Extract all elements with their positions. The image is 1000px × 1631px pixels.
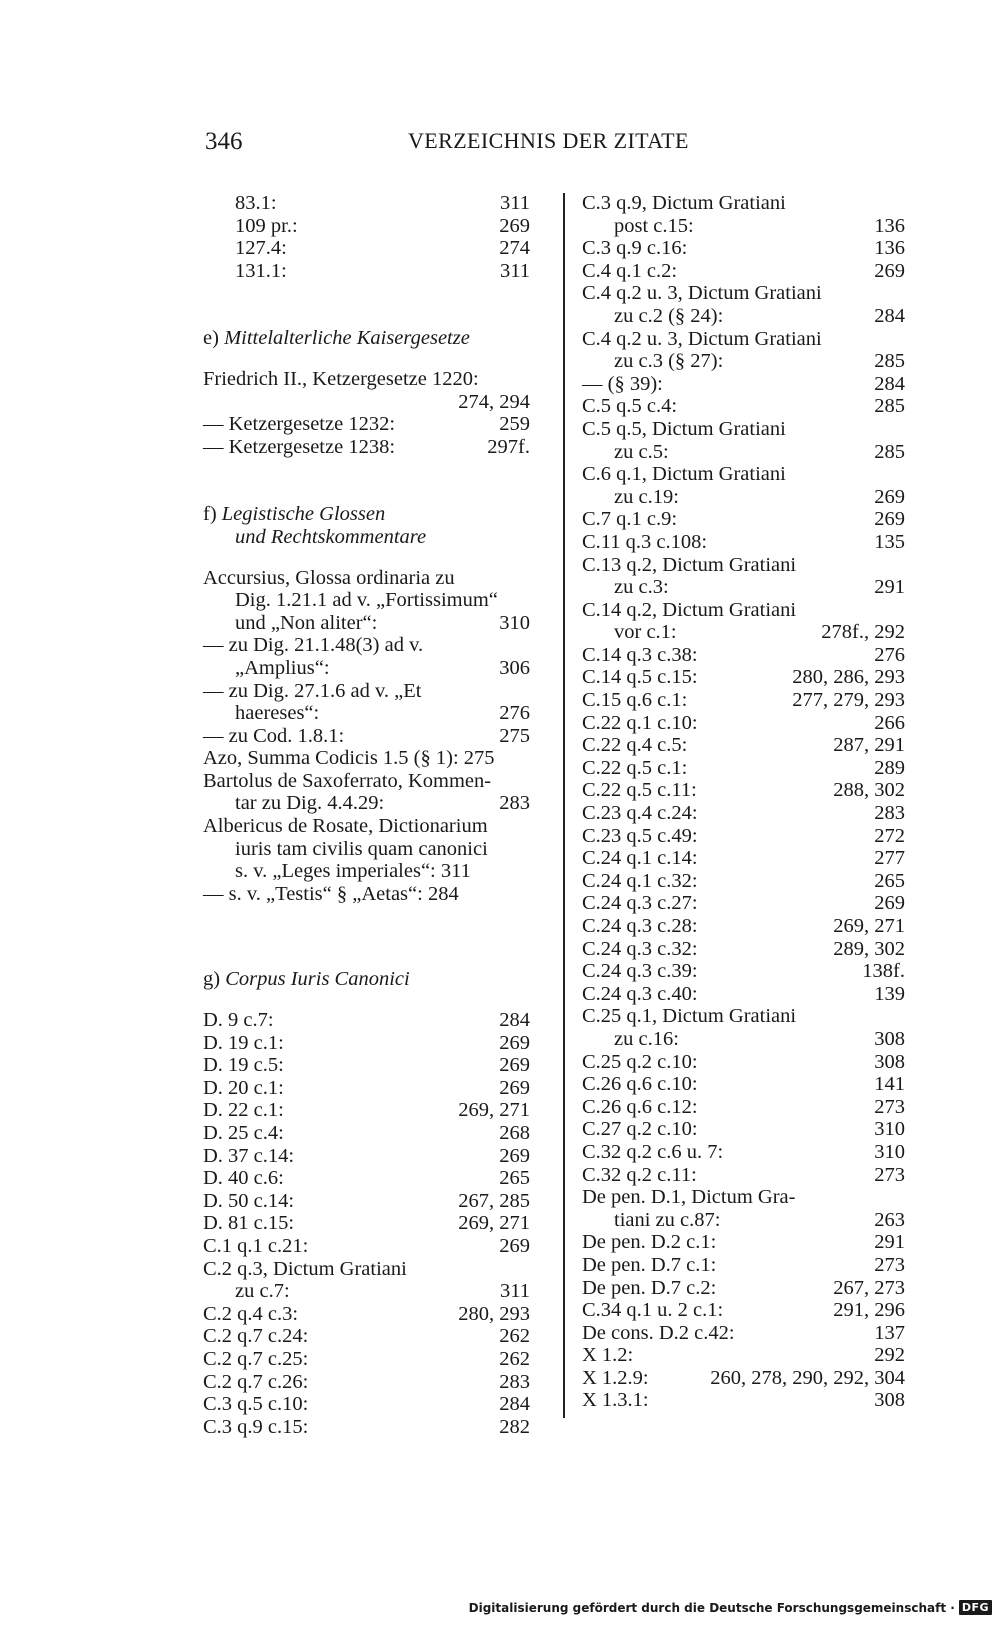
page-reference: 308: [874, 1027, 905, 1050]
page-reference: 283: [874, 802, 905, 825]
page-reference: 265: [874, 869, 905, 892]
page-reference: 274, 294: [458, 390, 530, 413]
entry-reference: D. 25 c.4:: [203, 1122, 284, 1144]
index-entry: [203, 589, 530, 612]
page-reference: 310: [499, 611, 530, 634]
page-reference: 284: [499, 1393, 530, 1416]
index-entry: [203, 1416, 530, 1439]
index-entry: [582, 1073, 905, 1096]
page-reference: 269: [499, 1054, 530, 1077]
entry-reference: C.3 q.9, Dictum Gratiani: [582, 192, 786, 214]
page-reference: 269, 271: [458, 1212, 530, 1235]
page-reference: 273: [874, 1095, 905, 1118]
page-reference: 269, 271: [458, 1099, 530, 1122]
index-entry: [582, 779, 905, 802]
entry-reference: X 1.3.1:: [582, 1389, 649, 1412]
entry-reference: „Amplius“:: [235, 656, 330, 679]
page-reference: 283: [499, 792, 530, 815]
entry-reference: zu c.3 (§ 27):: [614, 350, 724, 373]
page-reference: 282: [499, 1415, 530, 1438]
index-entry: [582, 960, 905, 983]
index-entry: [582, 644, 905, 667]
index-entry: [582, 1231, 905, 1254]
page-reference: 285: [874, 395, 905, 418]
page-reference: 285: [874, 440, 905, 463]
section-title: Mittelalterliche Kaisergesetze: [224, 327, 470, 350]
page-number: 346: [205, 128, 243, 155]
index-entry: [582, 508, 905, 531]
index-entry: [582, 305, 905, 328]
page-reference: 263: [874, 1208, 905, 1231]
index-entry: [203, 702, 530, 725]
entry-reference: C.4 q.2 u. 3, Dictum Gratiani: [582, 282, 822, 305]
index-entry: [582, 328, 905, 351]
dfg-logo: DFG: [959, 1600, 992, 1615]
index-entry: [203, 1303, 530, 1326]
entry-reference: C.24 q.3 c.28:: [582, 915, 698, 937]
entry-reference: Bartolus de Saxoferrato, Kommen-: [203, 769, 492, 792]
entry-reference: C.15 q.6 c.1:: [582, 689, 688, 712]
entry-reference: C.26 q.6 c.10:: [582, 1073, 698, 1096]
section-letter: g): [203, 968, 221, 991]
section-letter: e): [203, 327, 219, 350]
index-entry: [203, 1212, 530, 1235]
index-entry: [203, 860, 530, 883]
entry-reference: post c.15:: [614, 214, 694, 237]
entry-reference: C.23 q.5 c.49:: [582, 824, 698, 847]
page-reference: 268: [499, 1122, 530, 1144]
entry-reference: De pen. D.7 c.2:: [582, 1276, 717, 1299]
entry-reference: Friedrich II., Ketzergesetze 1220:: [203, 367, 479, 390]
entry-reference: De pen. D.7 c.1:: [582, 1253, 717, 1276]
index-entry: [582, 282, 905, 305]
index-entry: [582, 576, 905, 599]
page-reference: 269: [874, 259, 905, 282]
page-reference: 278f., 292: [821, 621, 905, 644]
entry-reference: 83.1:: [235, 192, 277, 214]
index-entry: [582, 1277, 905, 1300]
heading-text: [203, 968, 410, 991]
page-reference: 297f.: [487, 435, 530, 458]
entry-reference: zu c.5:: [614, 440, 669, 463]
index-entry: [203, 1235, 530, 1258]
entry-reference: Albericus de Rosate, Dictionarium: [203, 815, 488, 838]
index-entry: [582, 870, 905, 893]
index-entry: [582, 463, 905, 486]
entry-reference: C.2 q.3, Dictum Gratiani: [203, 1257, 407, 1280]
entry-reference: zu c.2 (§ 24):: [614, 304, 724, 327]
entry-reference: D. 50 c.14:: [203, 1189, 295, 1212]
spacer: [203, 350, 530, 368]
index-entry: [203, 260, 530, 283]
index-entry: [582, 1005, 905, 1028]
entry-reference: D. 9 c.7:: [203, 1009, 274, 1032]
entry-reference: C.3 q.9 c.15:: [203, 1415, 309, 1438]
page-reference: 308: [874, 1050, 905, 1073]
index-entry: [582, 531, 905, 554]
page-reference: 310: [874, 1118, 905, 1141]
page-reference: 274: [499, 237, 530, 260]
section-heading: [203, 526, 530, 549]
entry-reference: C.1 q.1 c.21:: [203, 1234, 309, 1257]
index-entry: [203, 1167, 530, 1190]
page-reference: 266: [874, 711, 905, 734]
page-reference: 311: [500, 259, 530, 282]
entry-reference: C.32 q.2 c.6 u. 7:: [582, 1140, 724, 1163]
entry-reference: — Ketzergesetze 1238:: [203, 435, 396, 458]
page-reference: 138f.: [862, 960, 905, 983]
index-entry: [203, 1054, 530, 1077]
index-entry: [203, 1371, 530, 1394]
entry-reference: C.3 q.5 c.10:: [203, 1393, 309, 1416]
index-entry: [203, 1190, 530, 1213]
index-entry: [203, 725, 530, 748]
index-entry: [203, 237, 530, 260]
index-entry: [203, 1032, 530, 1055]
section-title: Legistische Glossen: [221, 503, 386, 526]
footer-text: Digitalisierung gefördert durch die Deutsche Forschungsgemeinschaft ·: [468, 1600, 955, 1615]
page-reference: 269: [874, 508, 905, 531]
index-entry: [582, 757, 905, 780]
index-entry: [582, 689, 905, 712]
entry-reference: zu c.7:: [235, 1280, 290, 1303]
index-entry: [203, 634, 530, 657]
entry-reference: C.2 q.7 c.24:: [203, 1325, 309, 1348]
spacer: [203, 991, 530, 1009]
index-entry: [582, 1051, 905, 1074]
entry-reference: vor c.1:: [614, 621, 677, 644]
entry-reference: C.25 q.2 c.10:: [582, 1050, 698, 1073]
index-entry: [582, 915, 905, 938]
entry-reference: C.13 q.2, Dictum Gratiani: [582, 553, 797, 576]
index-entry: [582, 395, 905, 418]
index-entry: [203, 1077, 530, 1100]
page-reference: 288, 302: [833, 779, 905, 802]
entry-reference: X 1.2.9:: [582, 1366, 649, 1389]
entry-reference: zu c.3:: [614, 576, 669, 599]
page-reference: 289, 302: [833, 937, 905, 960]
index-entry: [582, 1096, 905, 1119]
index-entry: [203, 657, 530, 680]
entry-reference: — s. v. „Testis“ § „Aetas“: 284: [203, 882, 459, 905]
index-entry: [582, 1344, 905, 1367]
entry-reference: Dig. 1.21.1 ad v. „Fortissimum“: [235, 589, 498, 612]
entry-reference: s. v. „Leges imperiales“: 311: [235, 860, 471, 883]
page-reference: 272: [874, 824, 905, 847]
spacer: [203, 950, 530, 968]
page-reference: 267, 285: [458, 1189, 530, 1212]
entry-reference: C.22 q.5 c.11:: [582, 779, 697, 802]
entry-reference: D. 19 c.1:: [203, 1031, 284, 1054]
index-entry: [582, 1028, 905, 1051]
index-entry: [582, 599, 905, 622]
page-reference: 269: [499, 1144, 530, 1167]
index-entry: [203, 567, 530, 590]
index-entry: [203, 1122, 530, 1145]
index-entry: [203, 770, 530, 793]
index-entry: [203, 1258, 530, 1281]
page-reference: 276: [499, 702, 530, 725]
entry-reference: D. 20 c.1:: [203, 1076, 284, 1099]
section-letter: f): [203, 503, 217, 526]
page-reference: 269: [499, 1076, 530, 1099]
entry-reference: De cons. D.2 c.42:: [582, 1321, 735, 1344]
section-heading: [203, 968, 530, 991]
index-entry: [582, 1322, 905, 1345]
entry-reference: tar zu Dig. 4.4.29:: [235, 792, 385, 815]
entry-reference: C.4 q.2 u. 3, Dictum Gratiani: [582, 327, 822, 350]
page-reference: 269: [874, 892, 905, 915]
index-entry: [203, 680, 530, 703]
page-reference: 283: [499, 1370, 530, 1393]
index-entry: [582, 938, 905, 961]
entry-reference: D. 22 c.1:: [203, 1099, 284, 1122]
page-reference: 269: [499, 1234, 530, 1257]
index-entry: [582, 554, 905, 577]
index-entry: [582, 1186, 905, 1209]
entry-reference: — zu Cod. 1.8.1:: [203, 724, 345, 747]
page-reference: 284: [874, 372, 905, 395]
entry-reference: C.4 q.1 c.2:: [582, 259, 678, 282]
index-entry: [582, 192, 905, 215]
page-reference: 265: [499, 1167, 530, 1190]
section-title: Corpus Iuris Canonici: [225, 968, 410, 991]
entry-reference: C.24 q.1 c.32:: [582, 869, 698, 892]
entry-reference: 127.4:: [235, 237, 287, 260]
page-reference: 292: [874, 1344, 905, 1367]
index-entry: [582, 486, 905, 509]
entry-reference: — zu Dig. 27.1.6 ad v. „Et: [203, 679, 422, 702]
page-reference: 291: [874, 1231, 905, 1254]
entry-reference: D. 37 c.14:: [203, 1144, 295, 1167]
page-reference: 284: [874, 304, 905, 327]
index-entry: [582, 712, 905, 735]
index-entry: [203, 1393, 530, 1416]
index-entry: [582, 1254, 905, 1277]
page-reference: 139: [874, 982, 905, 1005]
spacer: [203, 458, 530, 503]
entry-reference: C.24 q.3 c.27:: [582, 892, 698, 915]
entry-reference: C.2 q.4 c.3:: [203, 1302, 299, 1325]
page-reference: 269: [499, 1031, 530, 1054]
page-reference: 308: [874, 1389, 905, 1412]
index-entry: [582, 441, 905, 464]
page-reference: 267, 273: [833, 1276, 905, 1299]
entry-reference: tiani zu c.87:: [614, 1208, 721, 1231]
index-entry: [582, 734, 905, 757]
entry-reference: C.24 q.1 c.14:: [582, 847, 698, 870]
index-entry: [203, 215, 530, 238]
entry-reference: C.26 q.6 c.12:: [582, 1095, 698, 1118]
page-reference: 280, 293: [458, 1302, 530, 1325]
index-entry: [203, 192, 530, 215]
page-reference: 277: [874, 847, 905, 870]
index-entry: [203, 1145, 530, 1168]
entry-reference: C.14 q.3 c.38:: [582, 643, 698, 666]
index-entry: [203, 747, 530, 770]
index-entry: [203, 1099, 530, 1122]
page-reference: 136: [874, 237, 905, 260]
right-column: [582, 192, 905, 1412]
page-reference: 291, 296: [833, 1299, 905, 1322]
entry-reference: C.2 q.7 c.25:: [203, 1347, 309, 1370]
index-entry: [582, 825, 905, 848]
index-entry: [203, 883, 530, 906]
page-reference: 277, 279, 293: [792, 689, 905, 712]
entry-reference: C.24 q.3 c.39:: [582, 960, 698, 983]
page-reference: 275: [499, 724, 530, 747]
page-reference: 259: [499, 413, 530, 436]
entry-reference: C.24 q.3 c.32:: [582, 937, 698, 960]
index-entry: [582, 847, 905, 870]
entry-reference: C.2 q.7 c.26:: [203, 1370, 309, 1393]
entry-reference: C.22 q.1 c.10:: [582, 711, 698, 734]
index-entry: [203, 815, 530, 838]
page-reference: 291: [874, 576, 905, 599]
index-entry: [203, 612, 530, 635]
index-entry: [203, 368, 530, 391]
heading-text: [203, 327, 470, 350]
page-reference: 289: [874, 756, 905, 779]
index-entry: [203, 838, 530, 861]
index-entry: [582, 373, 905, 396]
page-reference: 310: [874, 1140, 905, 1163]
page-reference: 136: [874, 214, 905, 237]
entry-reference: — (§ 39):: [582, 372, 663, 395]
entry-reference: C.7 q.1 c.9:: [582, 508, 678, 531]
index-entry: [582, 1118, 905, 1141]
index-entry: [582, 621, 905, 644]
page-reference: 287, 291: [833, 734, 905, 757]
entry-reference: und „Non aliter“:: [235, 611, 378, 634]
entry-reference: D. 81 c.15:: [203, 1212, 295, 1235]
entry-reference: C.5 q.5, Dictum Gratiani: [582, 417, 786, 440]
entry-reference: — zu Dig. 21.1.48(3) ad v.: [203, 634, 424, 657]
entry-reference: 109 pr.:: [235, 214, 298, 237]
entry-reference: — Ketzergesetze 1232:: [203, 413, 396, 436]
entry-reference: D. 40 c.6:: [203, 1167, 284, 1190]
index-entry: [203, 1009, 530, 1032]
section-heading: [203, 503, 530, 526]
digitization-footer: [469, 1600, 992, 1615]
left-column: [203, 192, 530, 1438]
heading-text: und Rechtskommentare: [235, 525, 427, 548]
entry-reference: zu c.19:: [614, 485, 679, 508]
index-entry: [582, 237, 905, 260]
entry-reference: C.14 q.5 c.15:: [582, 666, 698, 689]
index-entry: [582, 350, 905, 373]
index-entry: [582, 418, 905, 441]
page-reference: 284: [499, 1009, 530, 1032]
page-reference: 137: [874, 1321, 905, 1344]
index-entry: [582, 260, 905, 283]
entry-reference: C.32 q.2 c.11:: [582, 1163, 697, 1186]
entry-reference: Accursius, Glossa ordinaria zu: [203, 566, 455, 589]
entry-reference: X 1.2:: [582, 1344, 634, 1367]
entry-reference: C.6 q.1, Dictum Gratiani: [582, 463, 786, 486]
page-reference: 262: [499, 1325, 530, 1348]
entry-reference: C.5 q.5 c.4:: [582, 395, 678, 418]
entry-reference: D. 19 c.5:: [203, 1054, 284, 1077]
heading-text: [203, 503, 385, 526]
entry-reference: C.11 q.3 c.108:: [582, 530, 708, 553]
entry-reference: De pen. D.1, Dictum Gra-: [582, 1186, 796, 1209]
index-entry: [582, 983, 905, 1006]
entry-reference: C.22 q.4 c.5:: [582, 734, 688, 757]
index-entry: [203, 1280, 530, 1303]
running-title: VERZEICHNIS DER ZITATE: [408, 128, 689, 153]
entry-reference: C.27 q.2 c.10:: [582, 1118, 698, 1141]
page-reference: 273: [874, 1253, 905, 1276]
page-reference: 311: [500, 1280, 530, 1303]
page-reference: 273: [874, 1163, 905, 1186]
entry-reference: zu c.16:: [614, 1027, 679, 1050]
index-entry: [203, 436, 530, 459]
index-entry: [203, 391, 530, 414]
entry-reference: C.34 q.1 u. 2 c.1:: [582, 1299, 724, 1322]
entry-reference: C.3 q.9 c.16:: [582, 237, 688, 260]
page-reference: 269: [499, 214, 530, 237]
page-reference: 285: [874, 350, 905, 373]
entry-reference: 131.1:: [235, 259, 287, 282]
entry-reference: C.22 q.5 c.1:: [582, 756, 688, 779]
index-entry: [582, 1299, 905, 1322]
entry-reference: Azo, Summa Codicis 1.5 (§ 1): 275: [203, 747, 495, 770]
index-entry: [582, 1141, 905, 1164]
entry-reference: C.25 q.1, Dictum Gratiani: [582, 1005, 797, 1028]
page-reference: 276: [874, 643, 905, 666]
entry-reference: C.23 q.4 c.24:: [582, 802, 698, 825]
index-entry: [582, 802, 905, 825]
index-entry: [203, 792, 530, 815]
page-reference: 280, 286, 293: [792, 666, 905, 689]
running-header: [0, 128, 1000, 162]
index-entry: [582, 892, 905, 915]
page-reference: 269, 271: [833, 915, 905, 937]
section-heading: [203, 327, 530, 350]
index-entry: [582, 1164, 905, 1187]
page-reference: 269: [874, 485, 905, 508]
entry-reference: C.14 q.2, Dictum Gratiani: [582, 598, 797, 621]
page-reference: 141: [874, 1073, 905, 1096]
index-entry: [203, 1348, 530, 1371]
spacer: [203, 549, 530, 567]
entry-reference: C.24 q.3 c.40:: [582, 982, 698, 1005]
spacer: [203, 905, 530, 950]
page-reference: 260, 278, 290, 292, 304: [710, 1366, 905, 1389]
index-entry: [582, 215, 905, 238]
index-entry: [582, 1209, 905, 1232]
column-divider: [563, 193, 565, 1418]
entry-reference: iuris tam civilis quam canonici: [235, 837, 488, 860]
page-reference: 262: [499, 1347, 530, 1370]
page-reference: 306: [499, 656, 530, 679]
page-reference: 311: [500, 192, 530, 214]
index-entry: [582, 666, 905, 689]
index-entry: [203, 413, 530, 436]
index-entry: [582, 1389, 905, 1412]
index-entry: [582, 1367, 905, 1390]
entry-reference: De pen. D.2 c.1:: [582, 1231, 717, 1254]
entry-reference: haereses“:: [235, 702, 320, 725]
spacer: [203, 282, 530, 327]
index-entry: [203, 1325, 530, 1348]
page-reference: 135: [874, 530, 905, 553]
